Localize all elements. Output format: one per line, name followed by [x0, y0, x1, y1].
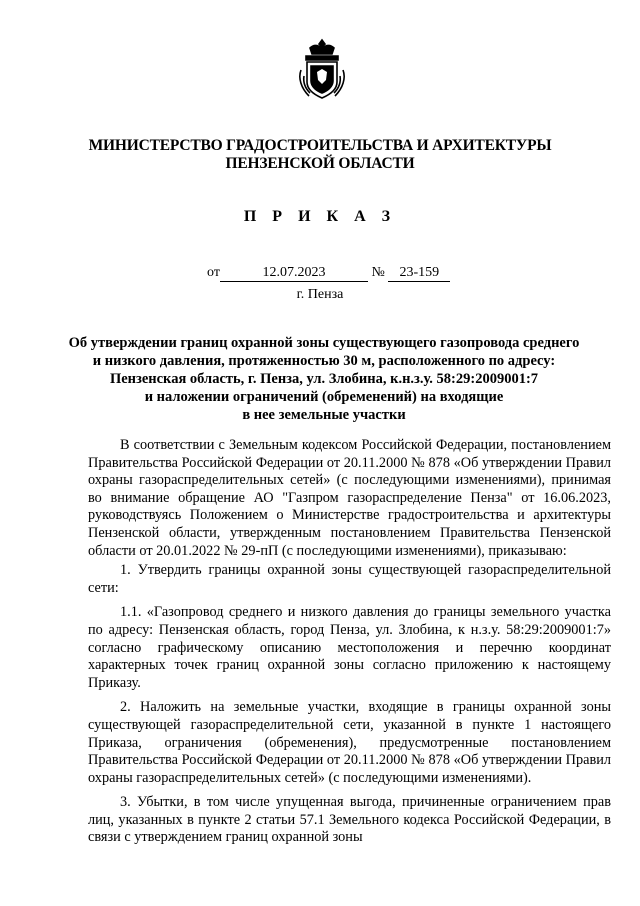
item-3-paragraph: 3. Убытки, в том числе упущенная выгода, причиненные ограничением прав лиц, указанных в пункте 2 статьи 57.1 Земельного кодекса Российской Федерации, в связи с утверждением границ охранной зоны — [88, 794, 611, 846]
subject-line: Пензенская область, г. Пенза, ул. Злобина, к.н.з.у. 58:29:2009001:7 — [109, 371, 539, 387]
subject-line: и низкого давления, протяженностью 30 м, расположенного по адресу: — [92, 353, 556, 369]
order-subject — [64, 334, 584, 424]
ministry-name-line2: ПЕНЗЕНСКОЙ ОБЛАСТИ — [225, 155, 415, 172]
coat-of-arms-emblem — [297, 36, 347, 104]
subject-line: в нее земельные участки — [242, 407, 406, 423]
document-type-title: П Р И К А З — [243, 208, 397, 225]
number-label: № — [371, 265, 385, 280]
order-number: 23-159 — [388, 265, 450, 282]
city-name: г. Пенза — [296, 287, 344, 302]
order-date-number-line — [207, 264, 450, 282]
ministry-heading — [60, 137, 580, 173]
subject-line: Об утверждении границ охранной зоны существующего газопровода среднего — [68, 335, 580, 351]
subject-line: и наложении ограничений (обременений) на входящие — [144, 389, 504, 405]
item-2-paragraph: 2. Наложить на земельные участки, входящие в границы охранной зоны существующей газораспределительной сети, указанной в пункте 1 настоящего Приказа, ограничения (обременения), предусмотренные постановлением Правительства Российской Федерации от 20.11.2000 № 878 «Об утверждении Правил охраны газораспределительных сетей» (с последующими изменениями). — [88, 699, 611, 786]
preamble-paragraph: В соответствии с Земельным кодексом Российской Федерации, постановлением Правительства Российской Федерации от 20.11.2000 № 878 «Об утверждении Правил охраны газораспределительных сетей» (с последующими изменениями), принимая во внимание обращение АО "Газпром газораспределение Пенза" от 16.06.2023, руководствуясь Положением о Министерстве градостроительства и архитектуры Пензенской области, утвержденным постановлением Правительства Пензенской области от 20.01.2022 № 29-пП (с последующими изменениями), приказываю: — [88, 437, 611, 559]
item-1-1-paragraph: 1.1. «Газопровод среднего и низкого давления до границы земельного участка по адресу: Пензенская область, город Пенза, ул. Злобина, к н.з.у. 58:29:2009001:7» согласно графическому описанию местоположения и перечню координат характерных точек границ охранной зоны согласно приложению к настоящему Приказу. — [88, 604, 611, 691]
order-body — [88, 437, 611, 854]
order-date: 12.07.2023 — [220, 265, 368, 282]
from-label: от — [207, 265, 220, 280]
ministry-name-line1: МИНИСТЕРСТВО ГРАДОСТРОИТЕЛЬСТВА И АРХИТЕКТУРЫ — [88, 137, 552, 154]
item-1-paragraph: 1. Утвердить границы охранной зоны существующей газораспределительной сети: — [88, 562, 611, 596]
